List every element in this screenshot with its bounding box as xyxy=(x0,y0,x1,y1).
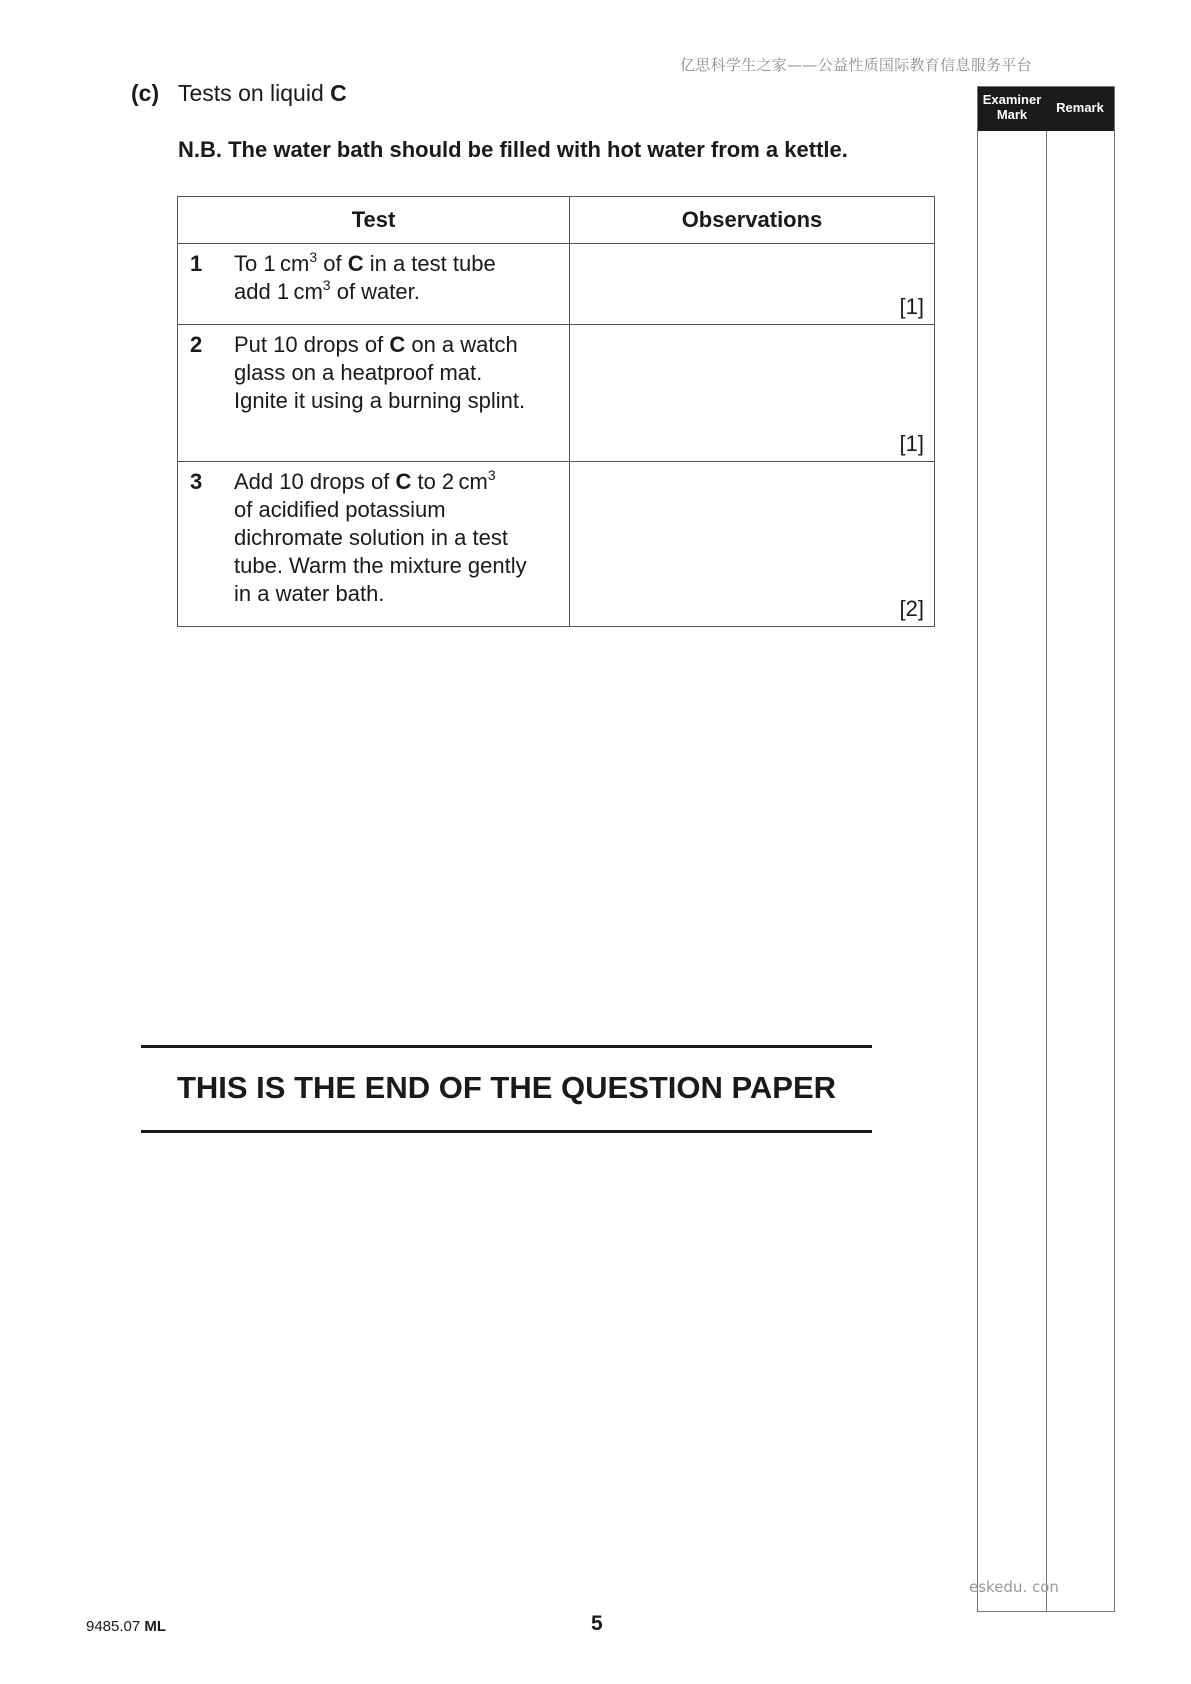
page-number: 5 xyxy=(591,1612,603,1635)
water-bath-note: N.B. The water bath should be filled with hot water from a kettle. xyxy=(178,137,848,162)
examiner-mark-heading xyxy=(978,92,1046,122)
margin-column-divider xyxy=(1046,131,1047,1611)
observations-column-header: Observations xyxy=(570,197,935,244)
end-of-paper-banner: THIS IS THE END OF THE QUESTION PAPER xyxy=(176,1070,837,1105)
test-number: 2 xyxy=(190,332,203,357)
observation-answer-space[interactable] xyxy=(570,325,935,462)
question-title-text: Tests on liquid xyxy=(178,80,331,106)
paper-code xyxy=(86,1618,166,1635)
watermark-header: 亿思科学生之家——公益性质国际教育信息服务平台 xyxy=(680,56,1032,74)
table-row xyxy=(178,325,935,462)
mark-allocation: [1] xyxy=(899,294,924,319)
examiner-margin-header xyxy=(978,87,1114,131)
test-number: 1 xyxy=(190,251,203,276)
test-description: 3 Add 10 drops of C to 2 $cm^3$ of acidified potassium dichromate solution in a test tube. Warm the mixture gently in a water bath. xyxy=(178,462,570,627)
test-description: 2 Put 10 drops of C on a watch glass on a heatproof mat. Ignite it using a burning splint. xyxy=(178,325,570,462)
test-column-header: Test xyxy=(178,197,570,244)
question-title-liquid: C xyxy=(330,80,347,106)
remark-heading: Remark xyxy=(1056,100,1104,115)
question-title xyxy=(178,80,347,107)
observation-answer-space[interactable] xyxy=(570,244,935,325)
observation-answer-space[interactable] xyxy=(570,462,935,627)
paper-code-suffix: ML xyxy=(144,1618,167,1635)
mark-allocation: [1] xyxy=(899,431,924,456)
paper-code-number: 9485.07 xyxy=(86,1618,141,1635)
table-row xyxy=(178,462,935,627)
end-rule-top xyxy=(141,1045,872,1048)
mark-allocation: [2] xyxy=(899,596,924,621)
watermark-footer: eskedu. con xyxy=(969,1578,1059,1596)
examiner-margin xyxy=(977,86,1115,1612)
examiner-mark-line1: Examiner xyxy=(982,92,1042,107)
test-number: 3 xyxy=(190,469,203,494)
examiner-mark-line2: Mark xyxy=(996,107,1028,122)
end-rule-bottom xyxy=(141,1130,872,1133)
test-description: 1 To 1 $cm^3$ of C in a test tube add 1 $cm^3$ of water. xyxy=(178,244,570,325)
tests-table xyxy=(177,196,935,627)
question-label: (c) xyxy=(131,80,160,106)
table-row xyxy=(178,244,935,325)
